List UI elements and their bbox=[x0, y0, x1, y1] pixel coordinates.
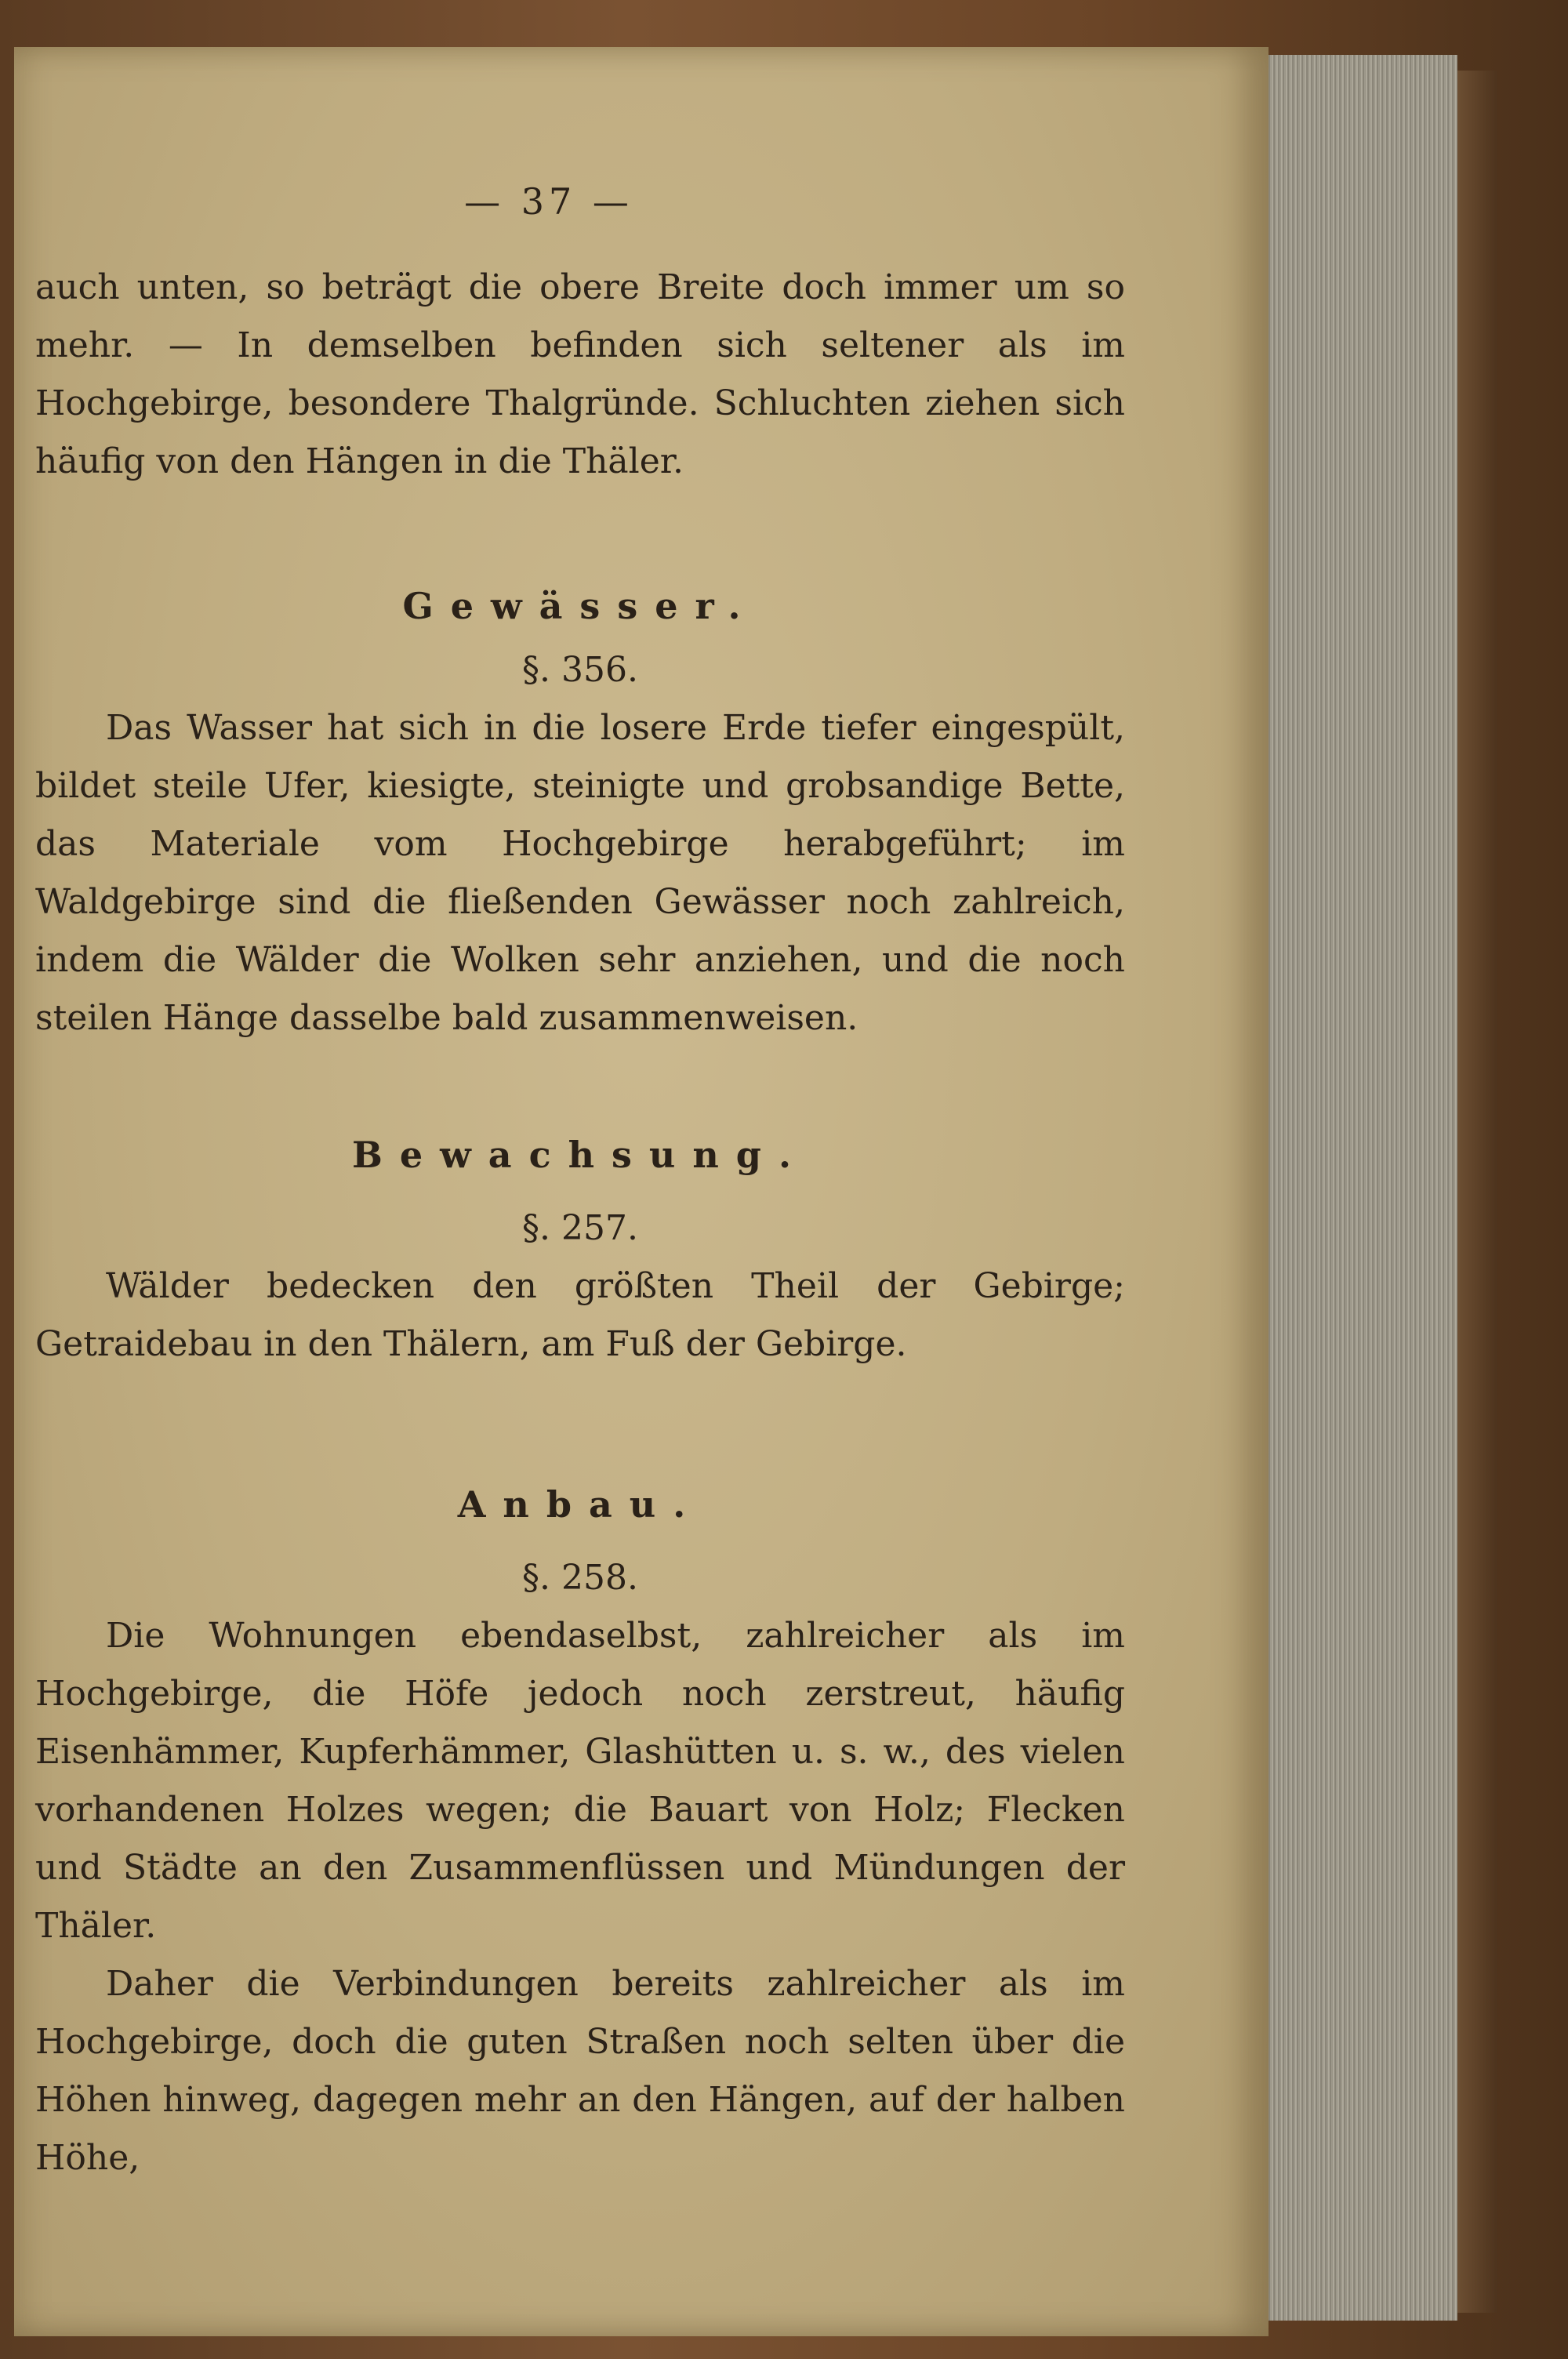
page-block-edges bbox=[1258, 55, 1457, 2321]
cover-spine-edge bbox=[1454, 71, 1497, 2313]
section-paragraph: Das Wasser hat sich in die losere Erde tiefer eingespült, bildet steile Ufer, kiesigte, steinigte und grobsandige Bette, das Materiale vom Hochgebirge herabgeführt; im Waldgebirge sind die fließenden Gewässer noch zahlreich, indem die Wälder die Wolken sehr anziehen, und die noch steilen Hänge dasselbe bald zusammenweisen. bbox=[35, 708, 1125, 1038]
section-number: §. 257. bbox=[522, 1208, 638, 1248]
section-paragraph: Daher die Verbindungen bereits zahlreicher als im Hochgebirge, doch die guten Straßen noch selten über die Höhen hinweg, dagegen mehr an den Hängen, auf der halben Höhe, bbox=[35, 1964, 1125, 2178]
page-number: — 37 — bbox=[464, 180, 633, 223]
page-text bbox=[35, 184, 1125, 2187]
section-paragraph: Die Wohnungen ebendaselbst, zahlreicher als im Hochgebirge, die Höfe jedoch noch zerstreut, häufig Eisenhämmer, Kupferhämmer, Glashütten u. s. w., des vielen vorhandenen Holzes wegen; die Bauart von Holz; Flecken und Städte an den Zusammenflüssen und Mündungen der Thäler. bbox=[35, 1616, 1125, 1946]
section-heading: Gewässer. bbox=[402, 585, 758, 627]
section-paragraph: Wälder bedecken den größten Theil der Gebirge; Getraidebau in den Thälern, am Fuß der Gebirge. bbox=[35, 1266, 1125, 1364]
section-heading: Bewachsung. bbox=[352, 1134, 808, 1176]
intro-paragraph: auch unten, so beträgt die obere Breite doch immer um so mehr. — In demselben befinden sich seltener als im Hochgebirge, besondere Thalgründe. Schluchten ziehen sich häufig von den Hängen in die Thäler. bbox=[35, 267, 1125, 481]
section-heading: Anbau. bbox=[457, 1483, 703, 1526]
section-number: §. 258. bbox=[522, 1558, 638, 1598]
section-number: §. 356. bbox=[522, 650, 638, 690]
